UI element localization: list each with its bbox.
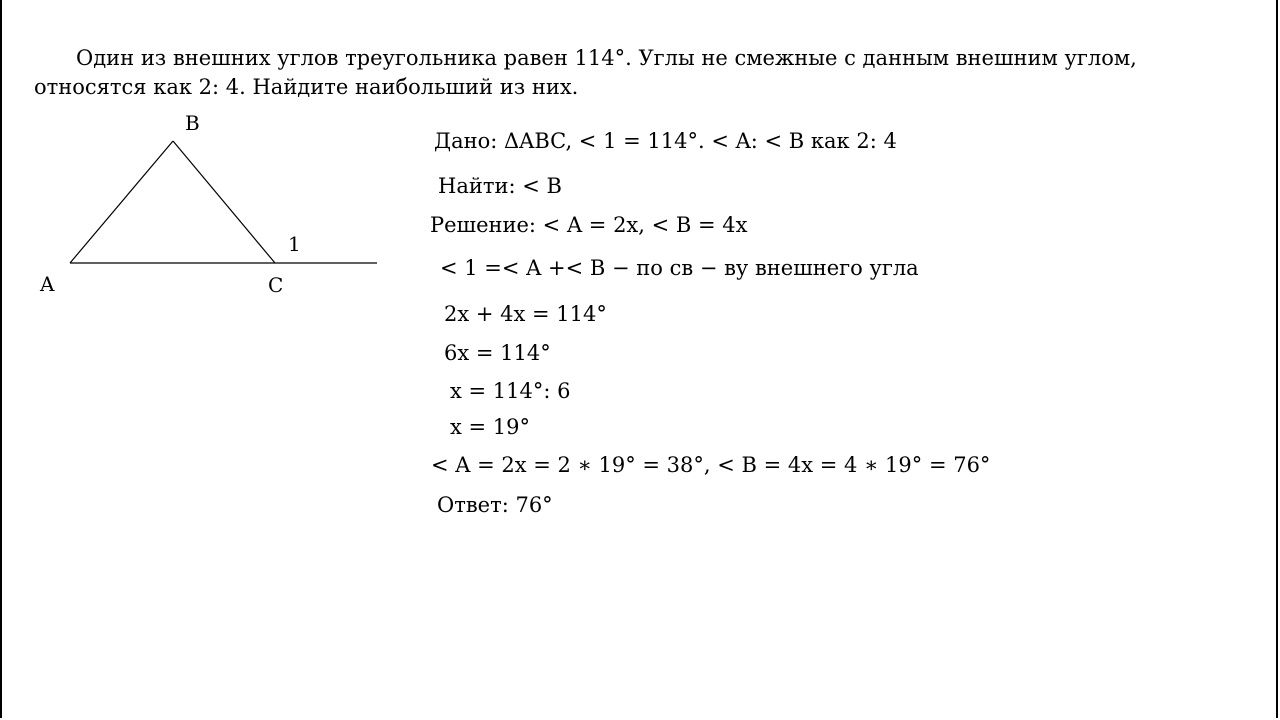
- find-line: Найти: < B: [438, 174, 562, 198]
- vertex-label-a: A: [40, 272, 55, 296]
- equation-5: < A = 2x = 2 ∗ 19° = 38°, < B = 4x = 4 ∗ 19° = 76°: [431, 453, 991, 477]
- given-line: Дано: ΔABC, < 1 = 114°. < A: < B как 2: 4: [434, 129, 897, 153]
- vertex-label-c: C: [268, 273, 284, 297]
- solution-start-line: Решение: < A = 2x, < B = 4x: [430, 213, 748, 237]
- side-ab: [70, 141, 173, 263]
- theorem-line: < 1 =< A +< B − по св − ву внешнего угла: [440, 256, 919, 280]
- triangle-figure: [30, 105, 390, 305]
- angle-label-1: 1: [288, 232, 301, 256]
- problem-line-2: относятся как 2: 4. Найдите наибольший из них.: [34, 75, 579, 99]
- problem-statement: [34, 44, 1234, 102]
- side-bc: [173, 141, 275, 263]
- equation-1: 2x + 4x = 114°: [444, 302, 607, 326]
- equation-3: x = 114°: 6: [450, 379, 571, 403]
- equation-2: 6x = 114°: [444, 341, 551, 365]
- answer-line: Ответ: 76°: [437, 493, 553, 517]
- equation-4: x = 19°: [450, 415, 531, 439]
- vertex-label-b: B: [185, 111, 200, 135]
- problem-line-1: Один из внешних углов треугольника равен 114°. Углы не смежные с данным внешним углом,: [76, 46, 1137, 70]
